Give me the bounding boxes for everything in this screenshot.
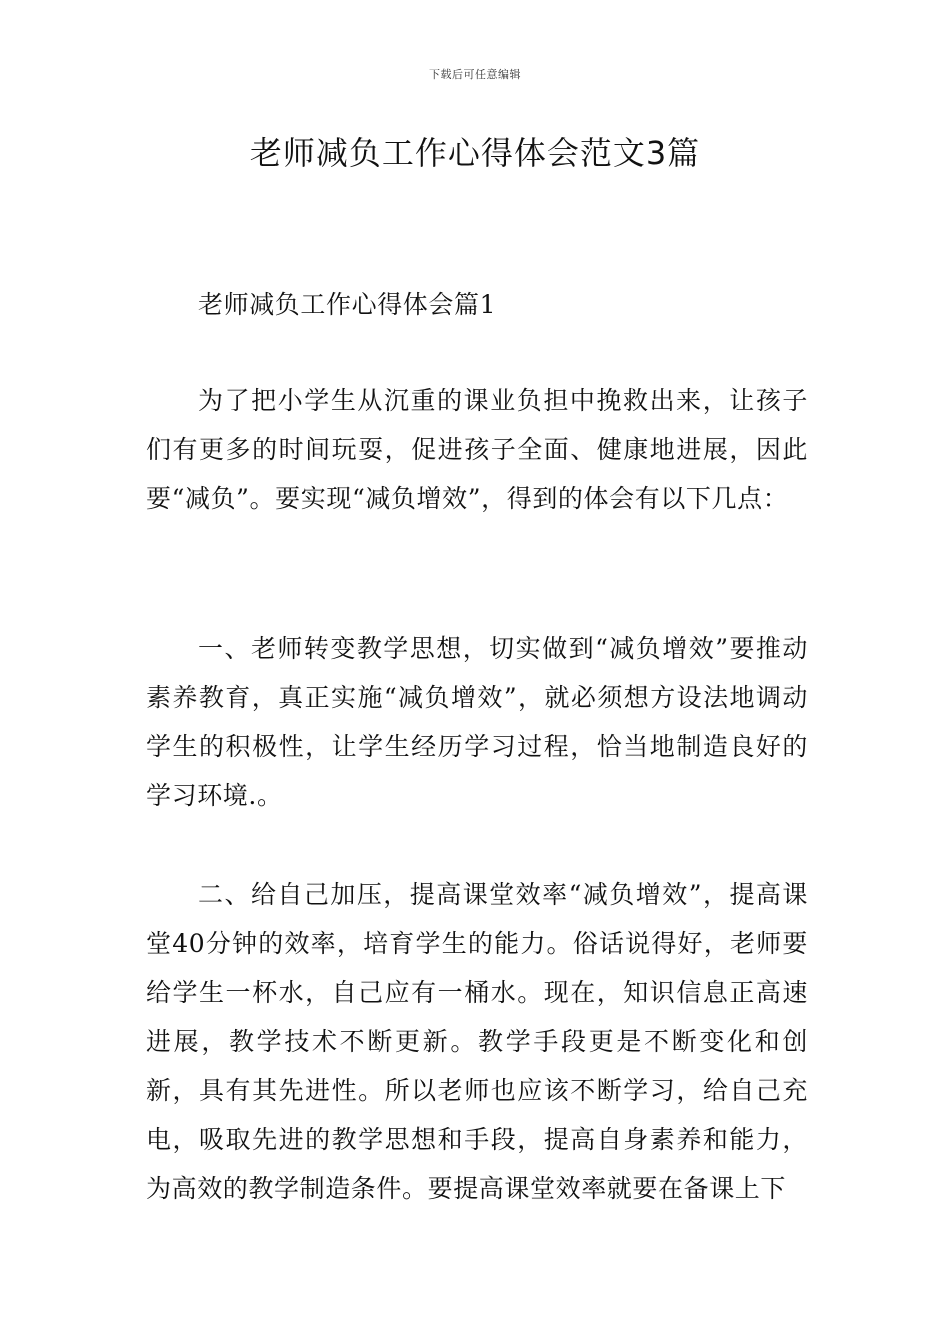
paragraph-2: 一、老师转变教学思想，切实做到“减负增效”要推动素养教育，真正实施“减负增效”，就必须想方设法地调动学生的积极性，让学生经历学习过程，恰当地制造良好的学习环境.。	[146, 634, 808, 810]
paragraph-3: 二、给自己加压，提高课堂效率“减负增效”，提高课堂40分钟的效率，培育学生的能力。俗话说得好，老师要给学生一杯水，自己应有一桶水。现在，知识信息正高速进展，教学技术不断更新。教学手段更是不断变化和创新，具有其先进性。所以老师也应该不断学习，给自己充电，吸取先进的教学思想和手段，提高自身素养和能力，为高效的教学制造条件。要提高课堂效率就要在备课上下	[146, 880, 808, 1203]
document-title: 老师减负工作心得体会范文3篇	[249, 134, 701, 172]
paragraph-1: 为了把小学生从沉重的课业负担中挽救出来，让孩子们有更多的时间玩耍，促进孩子全面、健康地进展，因此要“减负”。要实现“减负增效”，得到的体会有以下几点：	[146, 386, 808, 513]
section-heading: 老师减负工作心得体会篇1	[198, 290, 497, 319]
header-note: 下载后可任意编辑	[429, 68, 521, 81]
